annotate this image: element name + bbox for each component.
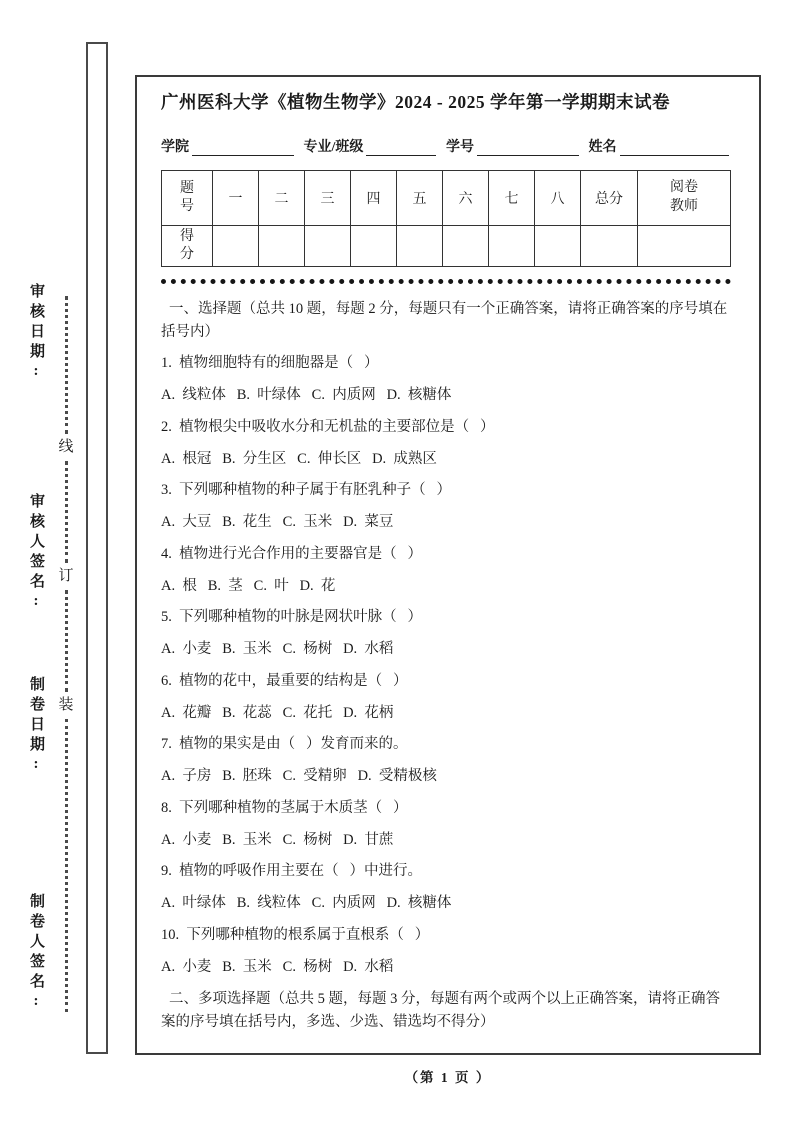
- binding-char-zhuang: 装: [58, 697, 74, 713]
- score-table-cell-text: 题号: [180, 180, 194, 214]
- section1-heading: 一、选择题（总共 10 题，每题 2 分，每题只有一个正确答案，请将正确答案的序号填在括号内）: [161, 301, 728, 340]
- score-table-header-row: [162, 171, 731, 226]
- margin-label-reviewer-signature: 审核人签名:: [28, 493, 44, 614]
- field-college-label: 学院: [161, 140, 189, 155]
- score-table-cell: 四: [351, 171, 397, 226]
- score-table-cell: 二: [259, 171, 305, 226]
- score-table-cell: 八: [535, 171, 581, 226]
- question-text: 4. 植物进行光合作用的主要器官是（ ）: [161, 545, 422, 562]
- score-cell-empty: [351, 226, 397, 267]
- question-block-10: [161, 925, 731, 979]
- question-text: 10. 下列哪种植物的根系属于直根系（ ）: [161, 926, 430, 943]
- field-college: [161, 136, 304, 156]
- binding-dotted-segment: [65, 590, 68, 692]
- question-block-2: [161, 417, 731, 471]
- score-cell-empty: [535, 226, 581, 267]
- question-block-7: [161, 734, 731, 788]
- question-block-4: [161, 544, 731, 598]
- binding-dotted-segment: [65, 296, 68, 434]
- question-text: 7. 植物的果实是由（ ）发育而来的。: [161, 736, 408, 753]
- exam-paper: [135, 75, 761, 1055]
- exam-body: [161, 298, 731, 1033]
- score-table: [161, 170, 731, 267]
- question-text: 3. 下列哪种植物的种子属于有胚乳种子（ ）: [161, 482, 451, 499]
- binding-dotted-segment: [65, 719, 68, 1012]
- question-options: A. 小麦 B. 玉米 C. 杨树 D. 甘蔗: [161, 831, 394, 848]
- score-cell-empty: [259, 226, 305, 267]
- score-table-cell-grader: [638, 171, 731, 226]
- field-name: [589, 136, 732, 156]
- score-cell-empty: [305, 226, 351, 267]
- question-text: 2. 植物根尖中吸收水分和无机盐的主要部位是（ ）: [161, 418, 495, 435]
- score-table-cell: 七: [489, 171, 535, 226]
- question-options: A. 小麦 B. 玉米 C. 杨树 D. 水稻: [161, 641, 394, 658]
- question-options: A. 花瓣 B. 花蕊 C. 花托 D. 花柄: [161, 704, 394, 721]
- exam-title: 广州医科大学《植物生物学》2024 - 2025 学年第一学期期末试卷: [161, 92, 670, 112]
- field-major-class-label: 专业/班级: [303, 140, 364, 155]
- student-info-row: [161, 136, 731, 156]
- question-text: 6. 植物的花中，最重要的结构是（ ）: [161, 672, 408, 689]
- binding-char-ding: 订: [58, 568, 74, 584]
- score-table-cell-text: 得分: [180, 229, 194, 263]
- score-table-cell: 五: [397, 171, 443, 226]
- score-table-cell: 三: [305, 171, 351, 226]
- score-table-cell-text: 阅卷教师: [669, 180, 698, 214]
- margin-label-paper-date: 制卷日期:: [28, 676, 44, 777]
- binding-char-xian: 线: [58, 439, 74, 455]
- score-table-cell-total: 总分: [581, 171, 638, 226]
- binding-strip: [86, 42, 108, 1054]
- question-options: A. 小麦 B. 玉米 C. 杨树 D. 水稻: [161, 958, 394, 975]
- binding-line: [57, 296, 75, 1012]
- margin-label-paper-maker-signature: 制卷人签名:: [28, 893, 44, 1014]
- question-block-9: [161, 861, 731, 915]
- dotted-divider: [161, 279, 731, 284]
- question-block-3: [161, 480, 731, 534]
- score-table-cell-score-label: [162, 226, 213, 267]
- question-options: A. 子房 B. 胚珠 C. 受精卵 D. 受精极核: [161, 768, 437, 785]
- score-cell-empty: [581, 226, 638, 267]
- field-student-id-blank: [477, 138, 579, 156]
- question-block-6: [161, 671, 731, 725]
- score-cell-empty: [397, 226, 443, 267]
- score-cell-empty: [489, 226, 535, 267]
- field-name-label: 姓名: [588, 140, 617, 155]
- page-number: （第 1 页 ）: [404, 1070, 492, 1085]
- question-options: A. 叶绿体 B. 线粒体 C. 内质网 D. 核糖体: [161, 895, 452, 912]
- score-table-cell-question-number: [162, 171, 213, 226]
- score-table-cell: 一: [213, 171, 259, 226]
- question-block-5: [161, 607, 731, 661]
- field-major-class-blank: [366, 138, 436, 156]
- binding-dotted-segment: [65, 461, 68, 563]
- question-text: 9. 植物的呼吸作用主要在（ ）中进行。: [161, 863, 422, 880]
- section2-heading: 二、多项选择题（总共 5 题，每题 3 分，每题有两个或两个以上正确答案，请将正确答案的序号填在括号内，多选、少选、错选均不得分）: [161, 991, 720, 1030]
- score-cell-empty: [443, 226, 489, 267]
- score-table-score-row: [162, 226, 731, 267]
- score-cell-empty: [213, 226, 259, 267]
- field-student-id: [446, 136, 589, 156]
- score-table-cell: 六: [443, 171, 489, 226]
- question-text: 1. 植物细胞特有的细胞器是（ ）: [161, 355, 379, 372]
- field-student-id-label: 学号: [446, 140, 474, 155]
- score-cell-empty: [638, 226, 731, 267]
- field-major-class: [304, 136, 447, 156]
- question-block-1: [161, 353, 731, 407]
- question-text: 5. 下列哪种植物的叶脉是网状叶脉（ ）: [161, 609, 422, 626]
- question-block-8: [161, 798, 731, 852]
- question-options: A. 大豆 B. 花生 C. 玉米 D. 菜豆: [161, 514, 394, 531]
- question-options: A. 根冠 B. 分生区 C. 伸长区 D. 成熟区: [161, 450, 437, 467]
- question-options: A. 线粒体 B. 叶绿体 C. 内质网 D. 核糖体: [161, 387, 452, 404]
- field-name-blank: [620, 138, 730, 156]
- margin-label-review-date: 审核日期:: [28, 283, 44, 384]
- question-text: 8. 下列哪种植物的茎属于木质茎（ ）: [161, 799, 408, 816]
- field-college-blank: [192, 138, 294, 156]
- question-options: A. 根 B. 茎 C. 叶 D. 花: [161, 577, 336, 594]
